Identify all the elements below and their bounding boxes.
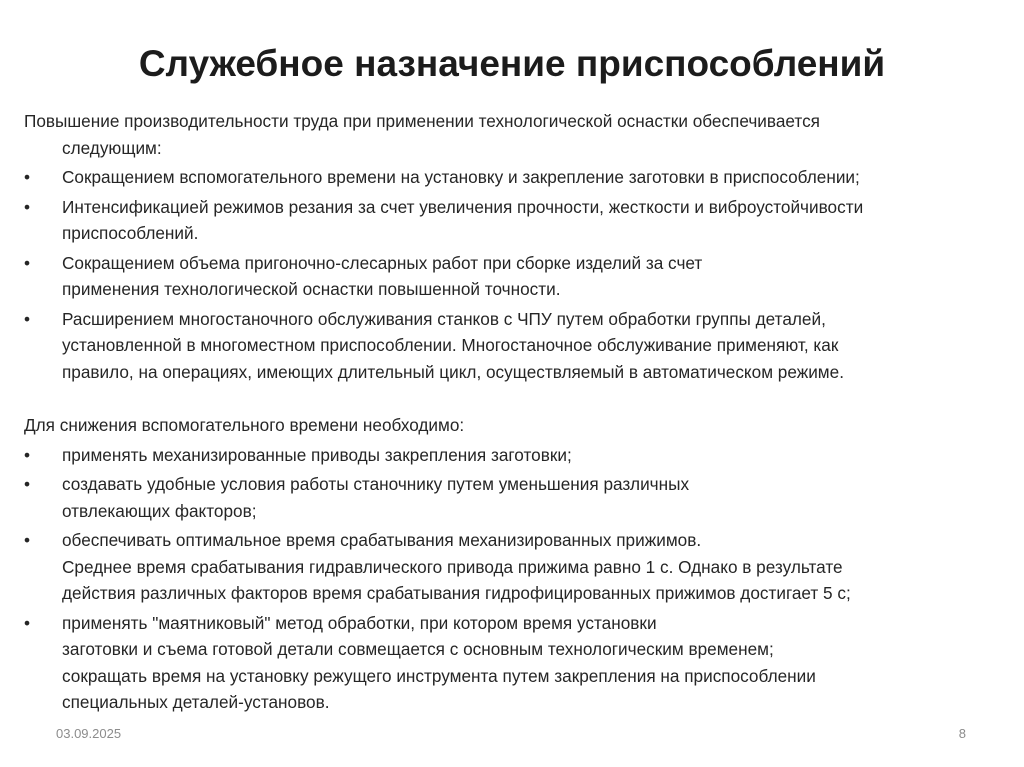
bullet-icon: • [24,196,31,217]
list-item [24,471,1004,524]
footer-date: 03.09.2025 [56,726,122,741]
slide-title: Служебное назначение приспособлений [138,43,886,84]
bullet-icon: • [24,474,31,494]
intro-line-1: Повышение производительности труда при применении технологической оснастки обеспечивается [24,111,820,131]
list-item-line: сокращать время на установку режущего инструмента путем закрепления на приспособлении [62,665,816,686]
list-item-line: создавать удобные условия работы станочнику путем уменьшения различных [62,474,690,494]
bullet-icon: • [24,308,31,329]
list-item-line: Среднее время срабатывания гидравлического привода прижима равно 1 с. Однако в результате [62,556,843,577]
bullet-icon: • [24,612,31,633]
measures-list [24,442,1004,716]
section-spacer [24,385,1004,412]
intro-paragraph [24,108,1004,161]
list-item [24,527,1004,607]
list-item-line: применять "маятниковый" метод обработки, при котором время установки [62,612,657,633]
list-item-line: Интенсификацией режимов резания за счет увеличения прочности, жесткости и виброустойчивости [62,196,864,217]
bullet-icon: • [24,530,31,550]
slide-body [24,108,1004,716]
list-item [24,194,1004,247]
list-item-line: Сокращением вспомогательного времени на установку и закрепление заготовки в приспособлении; [62,167,860,187]
section2-heading: Для снижения вспомогательного времени необходимо: [24,415,465,435]
benefits-list [24,164,1004,385]
list-item-line: Сокращением объема пригоночно-слесарных работ при сборке изделий за счет [62,252,703,273]
list-item [24,250,1004,303]
list-item [24,306,1004,386]
list-item-line: применения технологической оснастки повышенной точности. [62,279,561,299]
list-item [24,164,1004,191]
list-item-line: применять механизированные приводы закрепления заготовки; [62,444,572,465]
list-item-line: специальных деталей-установов. [62,692,330,712]
list-item [24,610,1004,716]
list-item-line: установленной в многоместном приспособлении. Многостаночное обслуживание применяют, как [62,335,839,355]
list-item-line: обеспечивать оптимальное время срабатывания механизированных прижимов. [62,530,702,550]
list-item-line: действия различных факторов время срабатывания гидрофицированных прижимов достигает 5 с; [62,583,851,603]
list-item-line: правило, на операциях, имеющих длительный цикл, осуществляемый в автоматическом режиме. [62,361,844,382]
list-item-line: приспособлений. [62,223,199,243]
page-number: 8 [958,726,966,741]
bullet-icon: • [24,167,31,187]
list-item-line: отвлекающих факторов; [62,500,257,521]
bullet-icon: • [24,252,31,273]
list-item-line: заготовки и съема готовой детали совмещается с основным технологическим временем; [62,639,774,659]
list-item [24,442,1004,469]
bullet-icon: • [24,444,31,465]
intro-line-2: следующим: [62,137,162,158]
list-item-line: Расширением многостаночного обслуживания станков с ЧПУ путем обработки группы деталей, [62,308,826,329]
